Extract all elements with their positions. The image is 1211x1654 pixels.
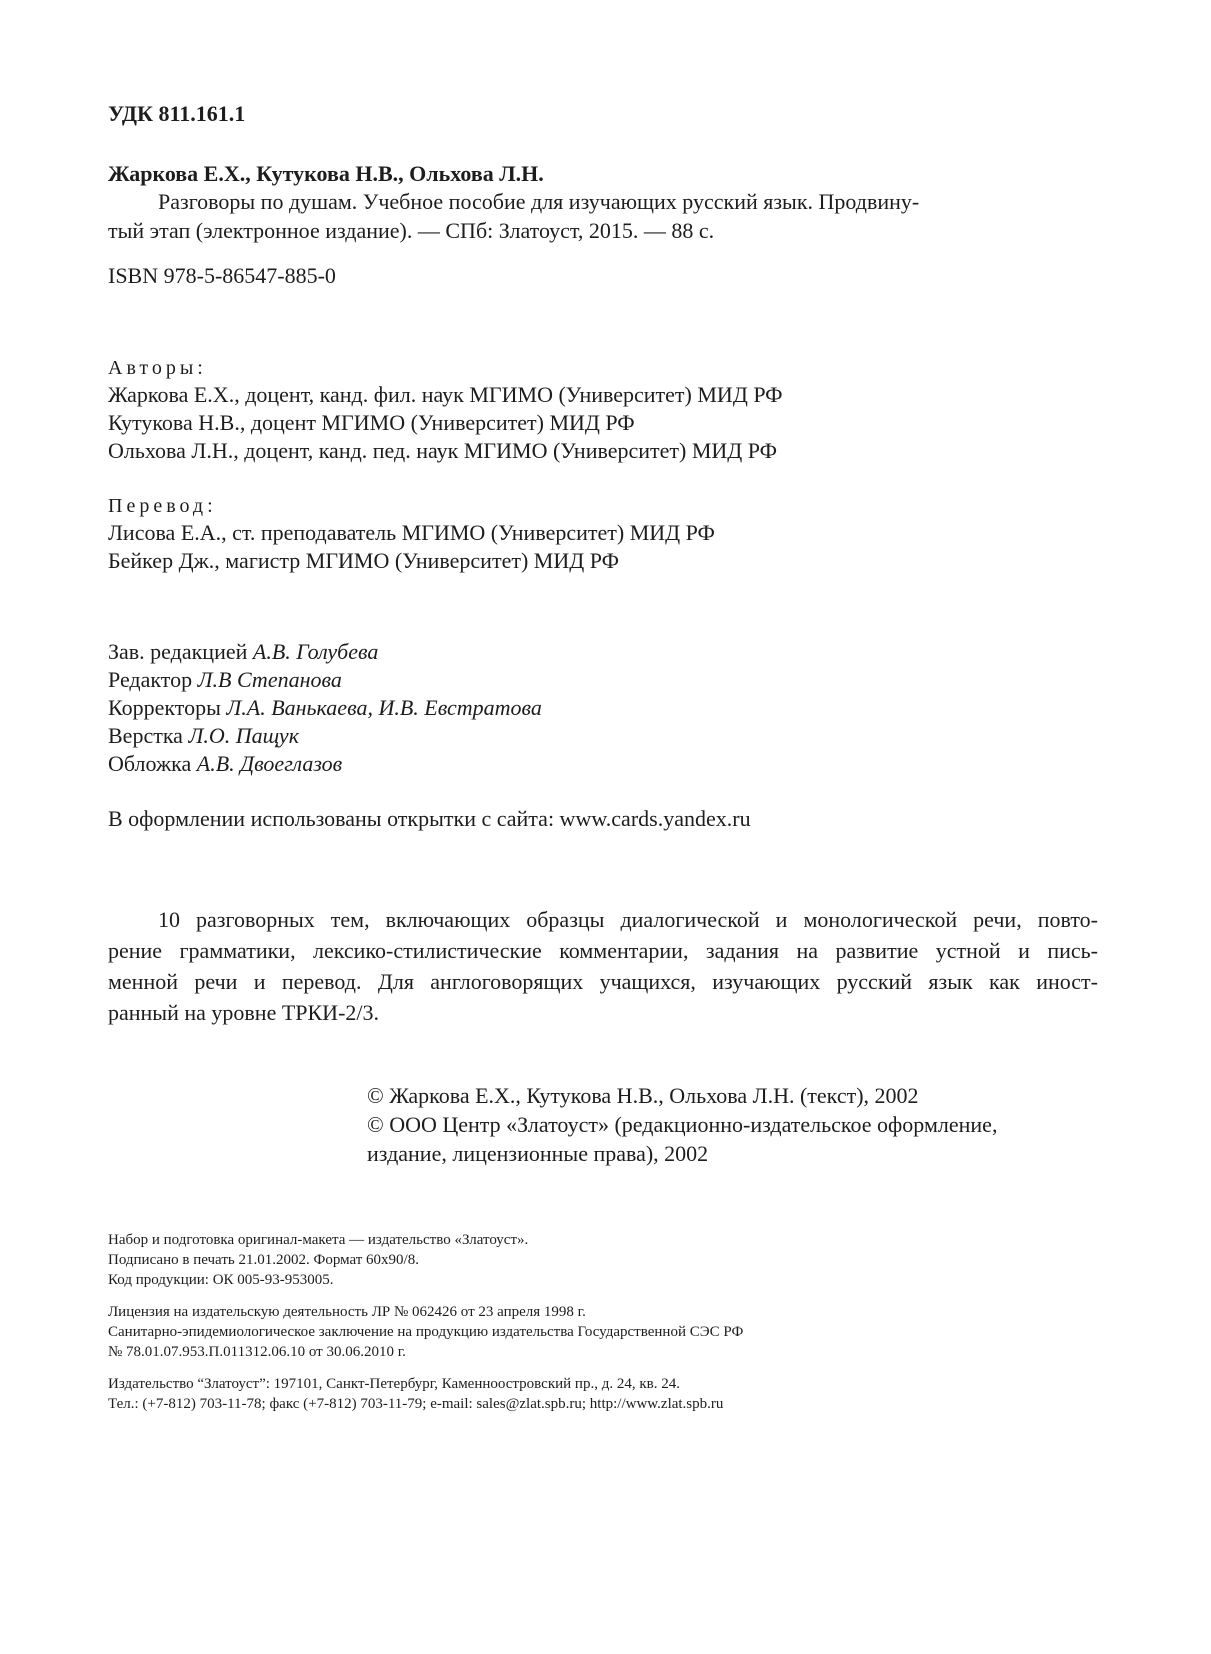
credit-line <box>108 638 378 666</box>
credit-name: Л.В Степанова <box>197 667 342 692</box>
author-item: Кутукова Н.В., доцент МГИМО (Университет) МИД РФ <box>108 410 635 435</box>
bib-description-line-2: тый этап (электронное издание). — СПб: Златоуст, 2015. — 88 с. <box>108 218 715 243</box>
author-item: Жаркова Е.Х., доцент, канд. фил. наук МГИМО (Университет) МИД РФ <box>108 382 783 407</box>
license-line: Лицензия на издательскую деятельность ЛР № 062426 от 23 апреля 1998 г. <box>108 1304 586 1320</box>
credit-name: А.В. Двоеглазов <box>196 751 343 776</box>
credit-role: Обложка <box>108 751 197 776</box>
annotation <box>108 904 1098 1028</box>
translator-item: Бейкер Дж., магистр МГИМО (Университет) МИД РФ <box>108 548 619 573</box>
design-note: В оформлении использованы открытки с сайта: www.cards.yandex.ru <box>108 806 751 831</box>
credit-role: Зав. редакцией <box>108 639 253 664</box>
copyright-line: издание, лицензионные права), 2002 <box>367 1141 709 1166</box>
credit-role: Редактор <box>108 667 198 692</box>
credit-name: А.В. Голубева <box>252 639 379 664</box>
credit-name: Л.А. Ванькаева, И.В. Евстратова <box>226 695 542 720</box>
credit-role: Корректоры <box>108 695 227 720</box>
credit-line <box>108 666 342 694</box>
isbn: ISBN 978-5-86547-885-0 <box>108 263 336 288</box>
credit-line <box>108 722 299 750</box>
copyright-line: © Жаркова Е.Х., Кутукова Н.В., Ольхова Л.Н. (текст), 2002 <box>367 1083 919 1108</box>
credit-line <box>108 750 342 778</box>
publisher-address: Издательство “Златоуст”: 197101, Санкт-Петербург, Каменноостровский пр., д. 24, кв. 24. <box>108 1376 680 1392</box>
udk-code: УДК 811.161.1 <box>108 101 246 126</box>
bib-description-line-1: Разговоры по душам. Учебное пособие для изучающих русский язык. Продвину- <box>158 189 920 214</box>
imprint-line: Набор и подготовка оригинал-макета — издательство «Златоуст». <box>108 1232 529 1248</box>
translation-label: Перевод: <box>108 495 217 517</box>
author-item: Ольхова Л.Н., доцент, канд. пед. наук МГИМО (Университет) МИД РФ <box>108 438 778 463</box>
copyright-line: © ООО Центр «Златоуст» (редакционно-издательское оформление, <box>367 1112 998 1137</box>
credit-role: Верстка <box>108 723 189 748</box>
annotation-line: менной речи и перевод. Для англоговорящих учащихся, изучающих русский язык как иност- <box>108 969 1098 994</box>
imprint-line: Подписано в печать 21.01.2002. Формат 60x90/8. <box>108 1252 419 1268</box>
publisher-contacts: Тел.: (+7-812) 703-11-78; факс (+7-812) 703-11-79; e-mail: sales@zlat.spb.ru; http://www.zlat.spb.ru <box>108 1396 724 1412</box>
imprint-line: Код продукции: ОК 005-93-953005. <box>108 1272 334 1288</box>
annotation-line: ранный на уровне ТРКИ-2/3. <box>108 1000 380 1025</box>
credit-name: Л.О. Пащук <box>188 723 299 748</box>
authors-heading: Жаркова Е.Х., Кутукова Н.В., Ольхова Л.Н. <box>108 161 544 186</box>
credit-line <box>108 694 542 722</box>
authors-label: Авторы: <box>108 357 207 379</box>
license-line: № 78.01.07.953.П.011312.06.10 от 30.06.2010 г. <box>108 1344 406 1360</box>
annotation-line: 10 разговорных тем, включающих образцы диалогической и монологической речи, повто- <box>158 907 1098 932</box>
annotation-line: рение грамматики, лексико-стилистические комментарии, задания на развитие устной и пись- <box>108 938 1098 963</box>
license-line: Санитарно-эпидемиологическое заключение на продукцию издательства Государственной СЭС РФ <box>108 1324 744 1340</box>
translator-item: Лисова Е.А., ст. преподаватель МГИМО (Университет) МИД РФ <box>108 520 715 545</box>
